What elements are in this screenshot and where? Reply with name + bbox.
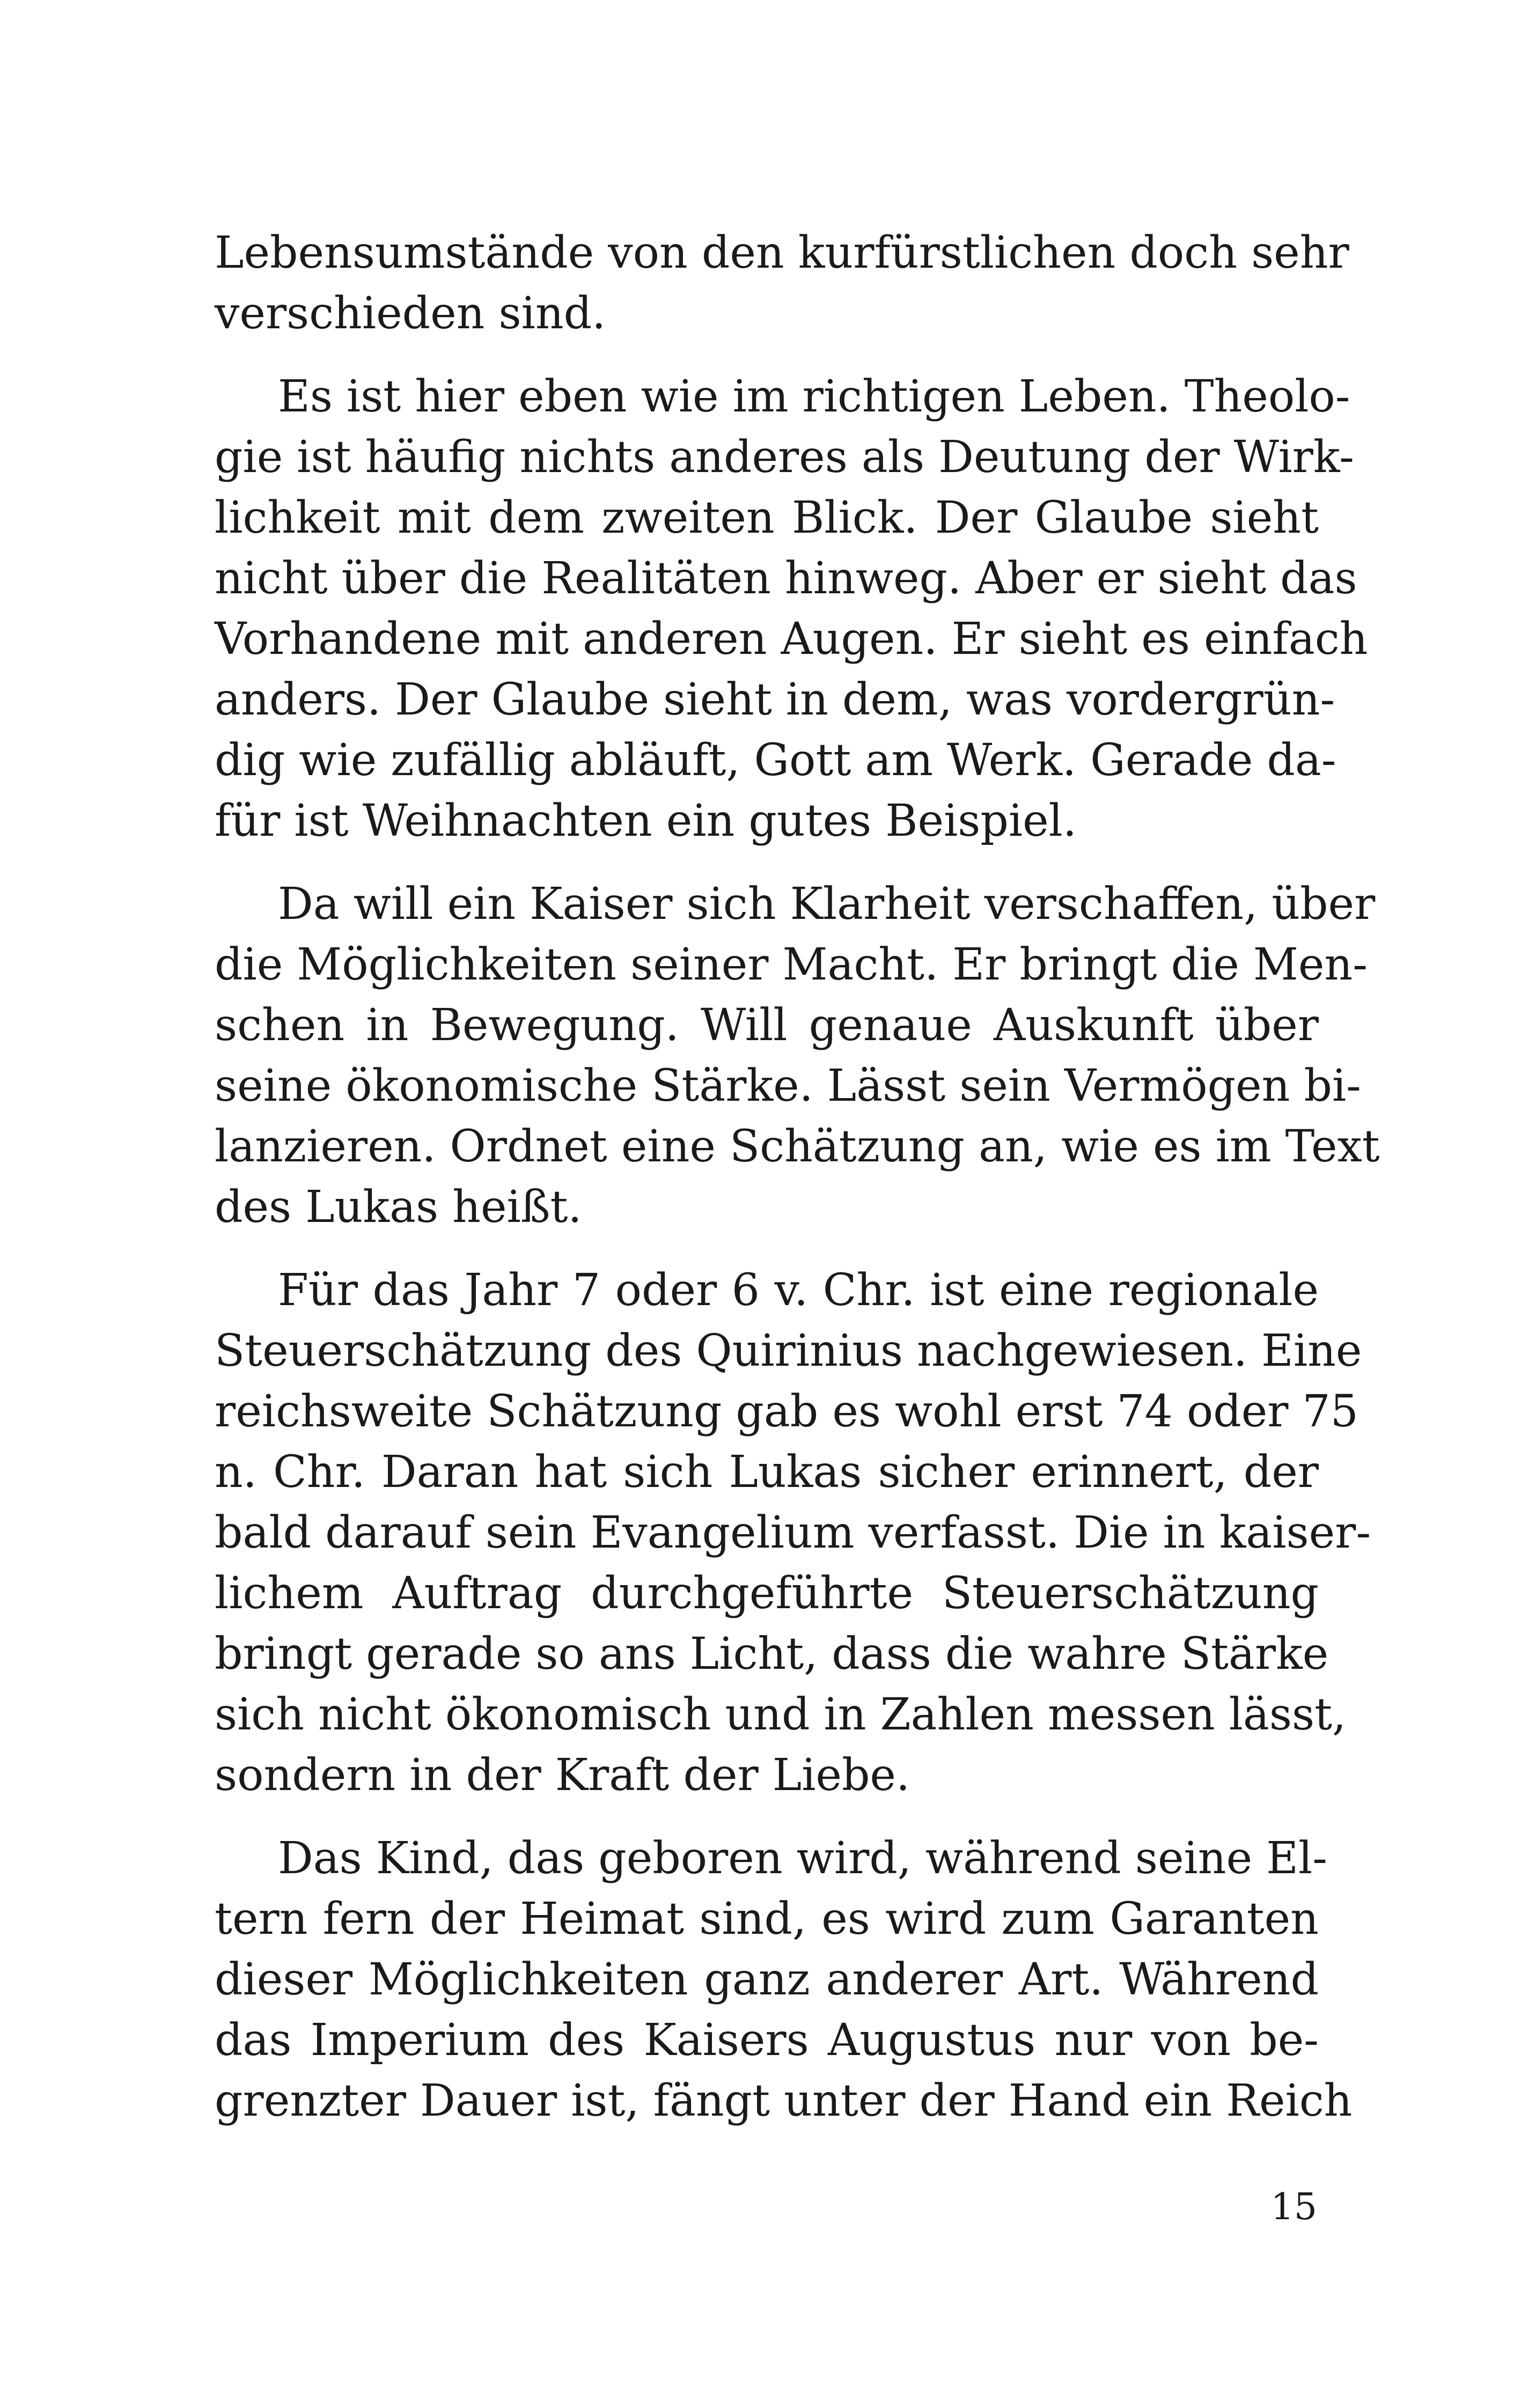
paragraph-5: [215, 1828, 1353, 2131]
text-line: Das Kind, das geboren wird, während seine El-: [278, 1833, 1327, 1884]
text-line: schen in Bewegung. Will genaue Auskunft über: [215, 1000, 1319, 1051]
text-line: bald darauf sein Evangelium verfasst. Die in kaiser-: [215, 1507, 1371, 1558]
text-line: das Imperium des Kaisers Augustus nur von be-: [215, 2015, 1319, 2066]
text-line: Steuerschätzung des Quirinius nachgewiesen. Eine: [215, 1325, 1362, 1376]
text-line: seine ökonomische Stärke. Lässt sein Vermögen bi-: [215, 1061, 1361, 1111]
text-line: sondern in der Kraft der Liebe.: [215, 1750, 910, 1801]
text-line: nicht über die Realitäten hinweg. Aber er sieht das: [215, 553, 1357, 604]
text-line: lichkeit mit dem zweiten Blick. Der Glaube sieht: [215, 492, 1319, 543]
text-line: gie ist häufig nichts anderes als Deutung der Wirk-: [215, 432, 1354, 483]
paragraph-2: [215, 366, 1368, 851]
text-line: Da will ein Kaiser sich Klarheit verschaffen, über: [278, 879, 1376, 930]
text-line: dig wie zufällig abläuft, Gott am Werk. Gerade da-: [215, 735, 1336, 786]
text-line: n. Chr. Daran hat sich Lukas sicher erinnert, der: [215, 1447, 1319, 1498]
text-line: sich nicht ökonomisch und in Zahlen messen lässt,: [215, 1689, 1347, 1740]
paragraph-4: [215, 1260, 1371, 1806]
text-line: lanzieren. Ordnet eine Schätzung an, wie es im Text: [215, 1121, 1380, 1172]
text-line: für ist Weihnachten ein gutes Beispiel.: [215, 796, 1077, 846]
text-line: Vorhandene mit anderen Augen. Er sieht es einfach: [215, 614, 1368, 665]
text-line: grenzter Dauer ist, fängt unter der Hand ein Reich: [215, 2075, 1353, 2126]
text-line: bringt gerade so ans Licht, dass die wahre Stärke: [215, 1629, 1329, 1680]
text-line: Lebensumstände von den kurfürstlichen doch sehr: [215, 227, 1349, 278]
text-line: die Möglichkeiten seiner Macht. Er bringt die Men-: [215, 939, 1368, 990]
paragraph-3: [215, 874, 1380, 1238]
paragraph-1: [215, 223, 1349, 344]
text-line: dieser Möglichkeiten ganz anderer Art. Während: [215, 1954, 1319, 2005]
text-line: Es ist hier eben wie im richtigen Leben. Theolo-: [278, 371, 1350, 422]
text-line: tern fern der Heimat sind, es wird zum Garanten: [215, 1894, 1319, 1945]
text-line: des Lukas heißt.: [215, 1182, 582, 1233]
text-line: anders. Der Glaube sieht in dem, was vordergrün-: [215, 674, 1335, 725]
body-text: [215, 223, 1380, 2154]
text-line: verschieden sind.: [215, 288, 606, 339]
page-number: 15: [1270, 2186, 1317, 2228]
text-line: lichem Auftrag durchgeführte Steuerschätzung: [215, 1568, 1319, 1619]
text-line: Für das Jahr 7 oder 6 v. Chr. ist eine regionale: [278, 1265, 1319, 1316]
text-line: reichsweite Schätzung gab es wohl erst 74 oder 75: [215, 1386, 1358, 1437]
